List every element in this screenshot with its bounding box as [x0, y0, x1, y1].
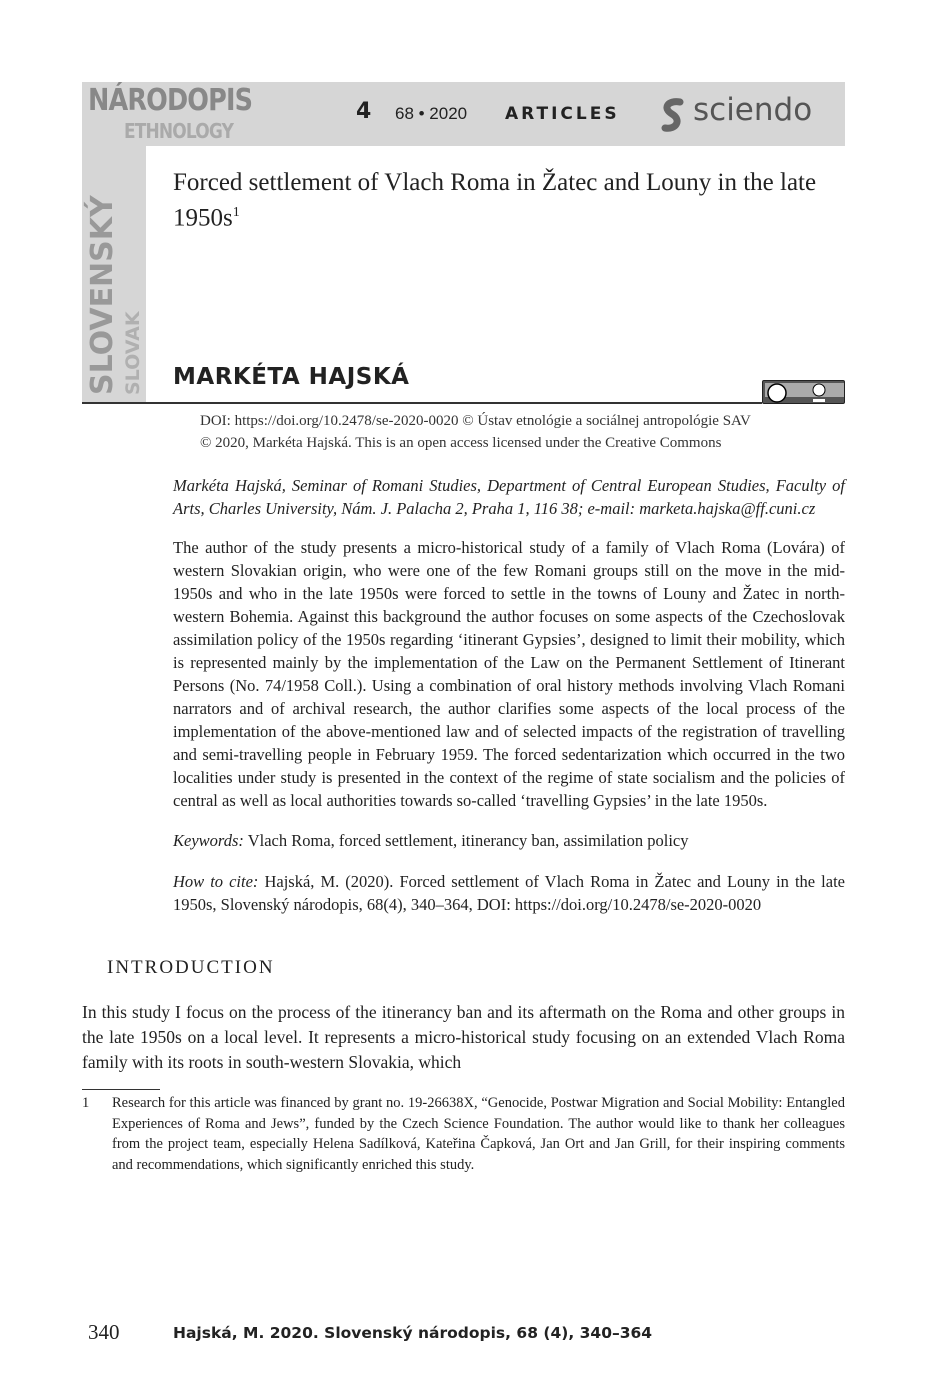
footnote-text: Research for this article was financed by grant no. 19-26638X, “Genocide, Postwar Migration and Social Mobility: Entangled Experiences of Roma and Jews”, funded by the Czech Science Foundation. The author would like to thank her colleagues from the project team, especially Helena Sadílková, Kateřina Čapková, Jan Ort and Jan Grill, for their inspiring comments and recommendations, which significantly enriched this study. [112, 1095, 845, 1173]
footnote [82, 1093, 845, 1175]
copyright-line: © 2020, Markéta Hajská. This is an open access licensed under the Creative Commons [200, 435, 722, 451]
cc-by-icon[interactable] [762, 380, 845, 404]
page-number: 340 [88, 1320, 120, 1344]
journal-logo: NÁRODOPIS [88, 83, 253, 118]
header-rule [82, 402, 762, 404]
section-label: ARTICLES [505, 104, 620, 124]
title-text: Forced settlement of Vlach Roma in Žatec and Louny in the late 1950s [173, 169, 817, 232]
author-name: MARKÉTA HAJSKÁ [173, 364, 410, 390]
journal-logo-sub: ETHNOLOGY [124, 119, 234, 143]
abstract: The author of the study presents a micro-historical study of a family of Vlach Roma (Lovára) of western Slovakian origin, who were one of the few Romani groups still on the move in the mid-1950s and who in the late 1950s were forced to settle in the towns of Louny and Žatec in north-western Bohemia. Against this background the author focuses on some aspects of the Czechoslovak assimilation policy of the 1950s regarding ‘itinerant Gypsies’, designed to limit their mobility, which is represented mainly by the implementation of the Law on the Permanent Settlement of Itinerant Persons (No. 74/1958 Coll.). Using a combination of oral history methods involving Vlach Romani narrators and of archival research, the author clarifies some aspects of the local process of the implementation of the above-mentioned law and of selected impacts of the registration of travelling and semi-travelling people in February 1959. The forced sedentarization which occurred in the two localities under study is presented in the context of the regime of state socialism and the policies of central as well as local authorities towards so-called ‘travelling Gypsies’ in the late 1950s. [173, 538, 845, 810]
footnote-number: 1 [82, 1095, 90, 1111]
journal-logo-vertical-sub: SLOVAK [122, 311, 144, 395]
how-to-cite [173, 870, 845, 916]
intro-paragraph: In this study I focus on the process of the itinerancy ban and its aftermath on the Roma and other groups in the late 1950s on a local level. It represents a micro-historical study focusing on an extended Vlach Roma family with its roots in south-western Slovakia, which [82, 1002, 845, 1072]
issue-number: 4 [356, 99, 372, 124]
article-body [82, 410, 845, 1175]
cite-label: How to cite: [173, 872, 259, 891]
section-heading: INTRODUCTION [107, 957, 275, 978]
author-affiliation: Markéta Hajská, Seminar of Romani Studies, Department of Central European Studies, Faculty of Arts, Charles University, Nám. J. Palacha 2, Praha 1, 116 38; e-mail: marketa.hajska@ff.cuni.cz [173, 476, 845, 518]
journal-logo-vertical: SLOVENSKÝ [85, 195, 120, 395]
doi-statement [200, 410, 845, 454]
article-title [173, 168, 833, 233]
cite-text: Hajská, M. (2020). Forced settlement of Vlach Roma in Žatec and Louny in the late 1950s, Slovenský národopis, 68(4), 340–364, DOI: https://doi.org/10.2478/se-2020-0020 [173, 872, 845, 914]
volume-year: 68 • 2020 [395, 104, 468, 123]
keywords [173, 829, 845, 852]
footnote-rule [82, 1089, 160, 1090]
doi-line[interactable]: DOI: https://doi.org/10.2478/se-2020-0020 © Ústav etnológie a sociálnej antropológie SAV [200, 413, 751, 429]
footnote-mark[interactable]: 1 [232, 205, 240, 220]
keywords-label: Keywords: [173, 831, 244, 850]
keywords-text: Vlach Roma, forced settlement, itinerancy ban, assimilation policy [247, 831, 689, 850]
sciendo-logo-icon [660, 98, 686, 132]
publisher-logo: sciendo [693, 92, 813, 128]
running-footer: Hajská, M. 2020. Slovenský národopis, 68 (4), 340–364 [173, 1324, 653, 1342]
